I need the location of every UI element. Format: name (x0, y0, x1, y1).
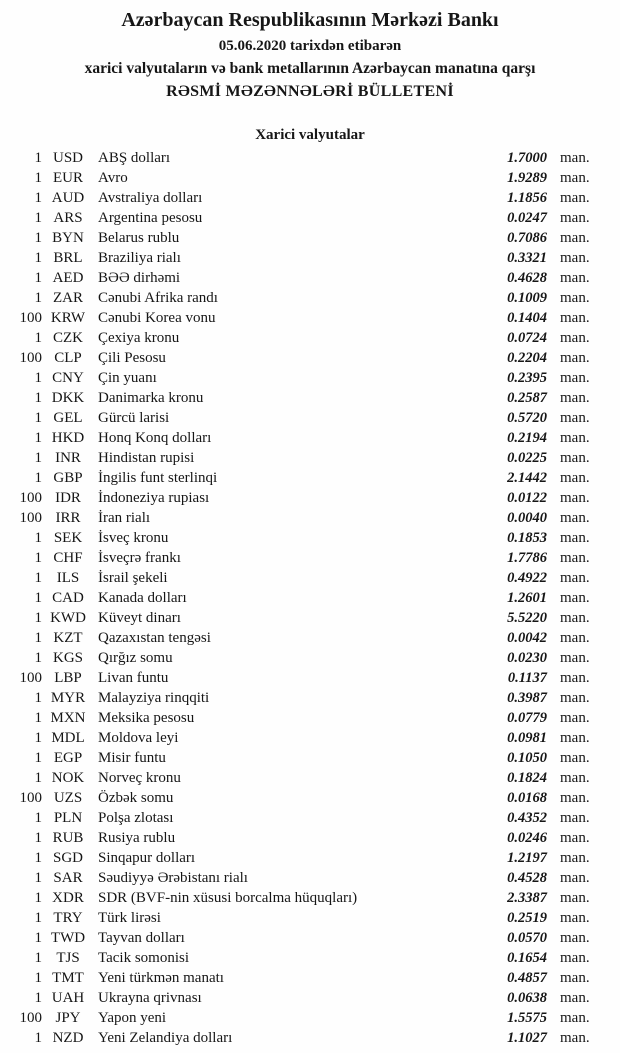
rate-unit: man. (560, 810, 590, 826)
table-row (0, 568, 620, 588)
currency-amount: 100 (19, 510, 42, 526)
rate-unit: man. (560, 710, 590, 726)
rate-unit: man. (560, 570, 590, 586)
rate-unit: man. (560, 490, 590, 506)
table-row (0, 288, 620, 308)
currency-name: Türk lirəsi (98, 910, 161, 926)
currency-name: Qırğız somu (98, 650, 173, 666)
table-row (0, 808, 620, 828)
currency-name: Çexiya kronu (98, 330, 180, 346)
currency-rate: 0.1404 (507, 310, 547, 326)
rate-unit: man. (560, 230, 590, 246)
currency-code: GEL (53, 410, 83, 426)
currency-amount: 1 (34, 150, 42, 166)
currency-amount: 1 (34, 590, 42, 606)
currency-name: Rusiya rublu (98, 830, 176, 846)
currency-amount: 1 (34, 270, 42, 286)
currency-rate: 0.1009 (507, 290, 547, 306)
currency-rate: 0.1853 (507, 530, 547, 546)
currency-name: Belarus rublu (98, 230, 180, 246)
currency-code: KZT (53, 630, 83, 646)
currency-name: Danimarka kronu (98, 390, 204, 406)
currency-name: Gürcü larisi (98, 410, 170, 426)
table-row (0, 528, 620, 548)
rate-unit: man. (560, 950, 590, 966)
currency-amount: 1 (34, 430, 42, 446)
currency-code: IRR (55, 510, 81, 526)
currency-name: Livan funtu (98, 670, 169, 686)
currency-code: SAR (53, 870, 83, 886)
currency-name: Yapon yeni (98, 1010, 167, 1026)
rate-unit: man. (560, 870, 590, 886)
table-row (0, 788, 620, 808)
table-row (0, 408, 620, 428)
currency-amount: 1 (34, 250, 42, 266)
currency-amount: 1 (34, 330, 42, 346)
currency-amount: 1 (34, 870, 42, 886)
currency-amount: 1 (34, 630, 42, 646)
table-row (0, 168, 620, 188)
currency-name: İsveç kronu (98, 530, 169, 546)
currency-name: Hindistan rupisi (98, 450, 195, 466)
table-row (0, 948, 620, 968)
currency-amount: 1 (34, 170, 42, 186)
currency-name: Tacik somonisi (98, 950, 190, 966)
document-header (0, 0, 620, 101)
currency-rate: 0.0638 (507, 990, 547, 1006)
currency-rate: 0.0246 (507, 830, 547, 846)
currency-amount: 1 (34, 450, 42, 466)
currency-name: Moldova leyi (98, 730, 179, 746)
currency-code: CLP (54, 350, 82, 366)
rate-unit: man. (560, 450, 590, 466)
rate-unit: man. (560, 990, 590, 1006)
table-row (0, 968, 620, 988)
table-row (0, 928, 620, 948)
effective-date: 05.06.2020 tarixdən etibarən (218, 38, 402, 54)
currency-rate: 0.0724 (507, 330, 547, 346)
currency-rate: 2.3387 (507, 890, 547, 906)
table-row (0, 508, 620, 528)
table-row (0, 208, 620, 228)
rate-unit: man. (560, 970, 590, 986)
table-row (0, 908, 620, 928)
currency-name: Norveç kronu (98, 770, 181, 786)
rate-unit: man. (560, 590, 590, 606)
currency-rate: 1.2601 (507, 590, 547, 606)
currency-code: CZK (53, 330, 83, 346)
table-row (0, 228, 620, 248)
rate-unit: man. (560, 770, 590, 786)
table-row (0, 588, 620, 608)
currency-rate: 0.0570 (507, 930, 547, 946)
currency-rate: 5.5220 (507, 610, 547, 626)
rates-table (0, 148, 620, 1048)
rate-unit: man. (560, 530, 590, 546)
currency-rate: 0.1824 (507, 770, 547, 786)
table-row (0, 1028, 620, 1048)
currency-amount: 1 (34, 810, 42, 826)
rate-unit: man. (560, 910, 590, 926)
currency-amount: 1 (34, 550, 42, 566)
currency-rate: 0.3321 (507, 250, 547, 266)
currency-amount: 1 (34, 770, 42, 786)
currency-rate: 0.0168 (507, 790, 547, 806)
currency-code: ILS (56, 570, 80, 586)
currency-code: NOK (51, 770, 85, 786)
rate-unit: man. (560, 630, 590, 646)
currency-rate: 0.2194 (507, 430, 547, 446)
currency-name: Braziliya rialı (98, 250, 181, 266)
table-row (0, 628, 620, 648)
currency-rate: 0.7086 (507, 230, 547, 246)
currency-rate: 0.4857 (507, 970, 547, 986)
currency-rate: 1.7786 (507, 550, 547, 566)
currency-amount: 100 (19, 670, 42, 686)
currency-code: AUD (51, 190, 85, 206)
rate-unit: man. (560, 470, 590, 486)
table-row (0, 368, 620, 388)
currency-rate: 1.9289 (507, 170, 547, 186)
table-row (0, 308, 620, 328)
currency-amount: 1 (34, 230, 42, 246)
currency-rate: 0.1137 (507, 670, 547, 686)
table-row (0, 448, 620, 468)
table-row (0, 608, 620, 628)
currency-name: Tayvan dolları (98, 930, 185, 946)
rate-unit: man. (560, 830, 590, 846)
currency-code: NZD (52, 1030, 84, 1046)
bulletin-subtitle: xarici valyutaların və bank metallarının Azərbaycan manatına qarşı (84, 60, 536, 77)
currency-rate: 0.0247 (507, 210, 547, 226)
table-row (0, 428, 620, 448)
rate-unit: man. (560, 410, 590, 426)
currency-amount: 1 (34, 530, 42, 546)
currency-rate: 0.4922 (507, 570, 547, 586)
currency-amount: 1 (34, 690, 42, 706)
table-row (0, 148, 620, 168)
currency-amount: 1 (34, 290, 42, 306)
currency-rate: 0.2204 (507, 350, 547, 366)
currency-rate: 0.0042 (507, 630, 547, 646)
table-row (0, 728, 620, 748)
currency-amount: 1 (34, 970, 42, 986)
currency-code: DKK (51, 390, 85, 406)
currency-name: Polşa zlotası (98, 810, 174, 826)
currency-amount: 100 (19, 350, 42, 366)
table-row (0, 268, 620, 288)
currency-rate: 0.0779 (507, 710, 547, 726)
currency-rate: 1.2197 (507, 850, 547, 866)
currency-amount: 1 (34, 390, 42, 406)
currency-rate: 0.1050 (507, 750, 547, 766)
currency-amount: 1 (34, 730, 42, 746)
rate-unit: man. (560, 1030, 590, 1046)
currency-amount: 1 (34, 950, 42, 966)
rate-unit: man. (560, 170, 590, 186)
currency-amount: 1 (34, 570, 42, 586)
currency-code: ZAR (53, 290, 83, 306)
rate-unit: man. (560, 150, 590, 166)
table-row (0, 188, 620, 208)
rate-unit: man. (560, 650, 590, 666)
currency-amount: 1 (34, 190, 42, 206)
table-row (0, 868, 620, 888)
currency-name: Kanada dolları (98, 590, 187, 606)
currency-rate: 0.0225 (507, 450, 547, 466)
currency-code: RUB (52, 830, 84, 846)
rate-unit: man. (560, 790, 590, 806)
table-row (0, 708, 620, 728)
rate-unit: man. (560, 290, 590, 306)
currency-name: Çili Pesosu (98, 350, 166, 366)
currency-rate: 0.2395 (507, 370, 547, 386)
bulletin-title: RƏSMİ MƏZƏNNƏLƏRİ BÜLLETENİ (166, 83, 454, 100)
rate-unit: man. (560, 350, 590, 366)
currency-code: BRL (53, 250, 83, 266)
currency-amount: 100 (19, 790, 42, 806)
currency-code: CHF (53, 550, 83, 566)
rate-unit: man. (560, 190, 590, 206)
currency-name: Küveyt dinarı (98, 610, 181, 626)
currency-name: Argentina pesosu (98, 210, 203, 226)
currency-name: Misir funtu (98, 750, 166, 766)
section-title-foreign-currencies: Xarici valyutalar (255, 127, 365, 143)
currency-name: Yeni türkmən manatı (98, 970, 224, 986)
table-row (0, 328, 620, 348)
currency-code: KRW (50, 310, 86, 326)
table-row (0, 688, 620, 708)
currency-code: EUR (53, 170, 83, 186)
currency-code: INR (55, 450, 81, 466)
rate-unit: man. (560, 610, 590, 626)
currency-code: TJS (56, 950, 80, 966)
currency-name: Səudiyyə Ərəbistanı rialı (98, 870, 248, 886)
table-row (0, 648, 620, 668)
currency-rate: 0.1654 (507, 950, 547, 966)
currency-rate: 0.5720 (507, 410, 547, 426)
currency-code: USD (52, 150, 83, 166)
currency-rate: 0.4352 (507, 810, 547, 826)
currency-name: İsrail şekeli (98, 570, 168, 586)
currency-rate: 0.4628 (507, 270, 547, 286)
currency-name: Ukrayna qrivnası (98, 990, 202, 1006)
rate-unit: man. (560, 890, 590, 906)
table-row (0, 388, 620, 408)
currency-rate: 0.4528 (507, 870, 547, 886)
currency-rate: 1.5575 (507, 1010, 547, 1026)
currency-name: Cənubi Afrika randı (98, 290, 218, 306)
currency-amount: 1 (34, 470, 42, 486)
currency-rate: 0.0230 (507, 650, 547, 666)
table-row (0, 248, 620, 268)
currency-rate: 1.1027 (507, 1030, 547, 1046)
currency-code: KWD (50, 610, 86, 626)
rate-unit: man. (560, 430, 590, 446)
currency-rate: 2.1442 (507, 470, 547, 486)
rate-unit: man. (560, 750, 590, 766)
currency-rate: 1.7000 (507, 150, 547, 166)
currency-rate: 0.2587 (507, 390, 547, 406)
rate-unit: man. (560, 390, 590, 406)
currency-code: MYR (50, 690, 86, 706)
currency-name: Sinqapur dolları (98, 850, 196, 866)
currency-code: ARS (53, 210, 83, 226)
currency-code: SEK (53, 530, 83, 546)
table-row (0, 348, 620, 368)
table-row (0, 828, 620, 848)
currency-name: Meksika pesosu (98, 710, 195, 726)
rate-unit: man. (560, 550, 590, 566)
currency-name: Qazaxıstan tengəsi (98, 630, 211, 646)
currency-code: EGP (53, 750, 83, 766)
currency-name: BƏƏ dirhəmi (98, 270, 181, 286)
rate-unit: man. (560, 370, 590, 386)
table-row (0, 488, 620, 508)
currency-code: KGS (52, 650, 83, 666)
currency-code: JPY (55, 1010, 81, 1026)
rate-unit: man. (560, 250, 590, 266)
rate-unit: man. (560, 930, 590, 946)
currency-name: Çin yuanı (98, 370, 157, 386)
currency-code: UAH (51, 990, 85, 1006)
currency-amount: 1 (34, 370, 42, 386)
currency-code: MXN (50, 710, 86, 726)
rate-unit: man. (560, 310, 590, 326)
bank-name-title: Azərbaycan Respublikasının Mərkəzi Bankı (121, 9, 499, 31)
currency-code: XDR (52, 890, 84, 906)
currency-rate: 0.0040 (507, 510, 547, 526)
table-row (0, 888, 620, 908)
currency-name: İndoneziya rupiası (98, 490, 210, 506)
table-row (0, 1008, 620, 1028)
currency-code: TMT (52, 970, 84, 986)
currency-code: HKD (51, 430, 85, 446)
currency-amount: 1 (34, 610, 42, 626)
rate-unit: man. (560, 330, 590, 346)
currency-amount: 1 (34, 1030, 42, 1046)
currency-code: GBP (53, 470, 83, 486)
currency-name: Cənubi Korea vonu (98, 310, 216, 326)
currency-code: MDL (51, 730, 85, 746)
currency-rate: 1.1856 (507, 190, 547, 206)
table-row (0, 548, 620, 568)
currency-name: Avro (98, 170, 128, 186)
currency-name: ABŞ dolları (98, 150, 171, 166)
currency-amount: 1 (34, 850, 42, 866)
currency-code: TRY (53, 910, 83, 926)
currency-code: SGD (52, 850, 83, 866)
currency-name: İran rialı (98, 510, 151, 526)
rate-unit: man. (560, 270, 590, 286)
currency-amount: 1 (34, 930, 42, 946)
currency-code: CAD (52, 590, 84, 606)
currency-code: PLN (53, 810, 83, 826)
currency-amount: 1 (34, 750, 42, 766)
currency-amount: 1 (34, 410, 42, 426)
currency-name: Yeni Zelandiya dolları (98, 1030, 233, 1046)
currency-amount: 1 (34, 710, 42, 726)
currency-amount: 100 (19, 310, 42, 326)
rate-unit: man. (560, 510, 590, 526)
rate-unit: man. (560, 670, 590, 686)
currency-name: SDR (BVF-nin xüsusi borcalma hüquqları) (98, 890, 358, 906)
rate-unit: man. (560, 690, 590, 706)
currency-amount: 1 (34, 990, 42, 1006)
table-row (0, 848, 620, 868)
currency-code: TWD (50, 930, 86, 946)
currency-amount: 100 (19, 1010, 42, 1026)
currency-amount: 1 (34, 650, 42, 666)
currency-rate: 0.2519 (507, 910, 547, 926)
table-row (0, 768, 620, 788)
currency-rate: 0.0122 (507, 490, 547, 506)
currency-code: IDR (55, 490, 81, 506)
currency-name: İsveçrə frankı (98, 550, 181, 566)
currency-name: Avstraliya dolları (98, 190, 203, 206)
currency-name: Özbək somu (98, 790, 174, 806)
currency-code: LBP (54, 670, 82, 686)
rate-unit: man. (560, 210, 590, 226)
currency-name: Honq Konq dolları (98, 430, 212, 446)
table-row (0, 468, 620, 488)
currency-amount: 1 (34, 210, 42, 226)
currency-name: Malayziya rinqqiti (98, 690, 210, 706)
currency-rate: 0.3987 (507, 690, 547, 706)
rate-unit: man. (560, 730, 590, 746)
currency-code: UZS (53, 790, 83, 806)
currency-amount: 1 (34, 910, 42, 926)
currency-amount: 1 (34, 890, 42, 906)
currency-code: AED (52, 270, 84, 286)
rate-unit: man. (560, 850, 590, 866)
currency-code: CNY (52, 370, 84, 386)
currency-rate: 0.0981 (507, 730, 547, 746)
currency-amount: 1 (34, 830, 42, 846)
rate-unit: man. (560, 1010, 590, 1026)
currency-amount: 100 (19, 490, 42, 506)
currency-code: BYN (52, 230, 84, 246)
table-row (0, 668, 620, 688)
table-row (0, 748, 620, 768)
table-row (0, 988, 620, 1008)
currency-name: İngilis funt sterlinqi (98, 470, 218, 486)
